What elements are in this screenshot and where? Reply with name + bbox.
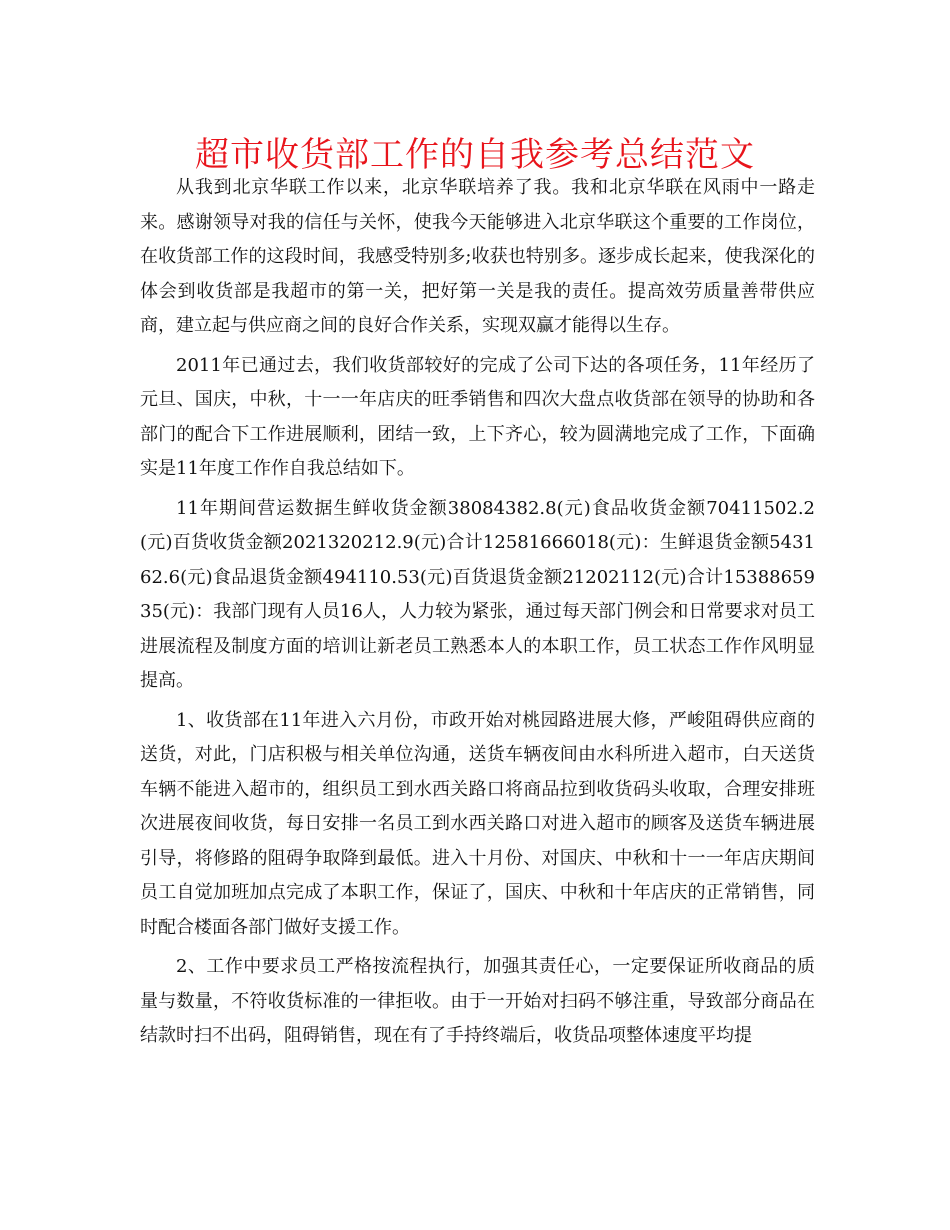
paragraph-2011-summary: 2011年已通过去，我们收货部较好的完成了公司下达的各项任务，11年经历了元旦、国庆，中秋，十一一年店庆的旺季销售和四次大盘点收货部在领导的协助和各部门的配合下工作进展顺利，团结一致，上下齐心，较为圆满地完成了工作，下面确实是11年度工作作自我总结如下。 [140, 354, 815, 479]
paragraph-operating-data: 11年期间营运数据生鲜收货金额38084382.8(元)食品收货金额70411502.2(元)百货收货金额2021320212.9(元)合计12581666018(元)：生鲜退货金额543162.6(元)食品退货金额494110.53(元)百货退货金额21202112(元)合计1538865935(元)：我部门现有人员16人，人力较为紧张，通过每天部门例会和日常要求对员工进展流程及制度方面的培训让新老员工熟悉本人的本职工作，员工状态工作作风明显提高。 [140, 497, 815, 691]
paragraph-item-2: 2、工作中要求员工严格按流程执行，加强其责任心，一定要保证所收商品的质量与数量，不符收货标准的一律拒收。由于一开始对扫码不够注重，导致部分商品在结款时扫不出码，阻碍销售，现在有了手持终端后，收货品项整体速度平均提 [140, 956, 815, 1046]
document-body [140, 171, 815, 1059]
paragraph-intro: 从我到北京华联工作以来，北京华联培养了我。我和北京华联在风雨中一路走来。感谢领导对我的信任与关怀，使我今天能够进入北京华联这个重要的工作岗位，在收货部工作的这段时间，我感受特别多;收获也特别多。逐步成长起来，使我深化的体会到收货部是我超市的第一关，把好第一关是我的责任。提高效劳质量善带供应商，建立起与供应商之间的良好合作关系，实现双赢才能得以生存。 [140, 177, 815, 336]
document-title: 超市收货部工作的自我参考总结范文 [195, 135, 755, 175]
paragraph-item-1: 1、收货部在11年进入六月份，市政开始对桃园路进展大修，严峻阻碍供应商的送货，对此，门店积极与相关单位沟通，送货车辆夜间由水科所进入超市，白天送货车辆不能进入超市的，组织员工到水西关路口将商品拉到收货码头收取，合理安排班次进展夜间收货，每日安排一名员工到水西关路口对进入超市的顾客及送货车辆进展引导，将修路的阻碍争取降到最低。进入十月份、对国庆、中秋和十一一年店庆期间员工自觉加班加点完成了本职工作，保证了，国庆、中秋和十年店庆的正常销售，同时配合楼面各部门做好支援工作。 [140, 709, 815, 938]
